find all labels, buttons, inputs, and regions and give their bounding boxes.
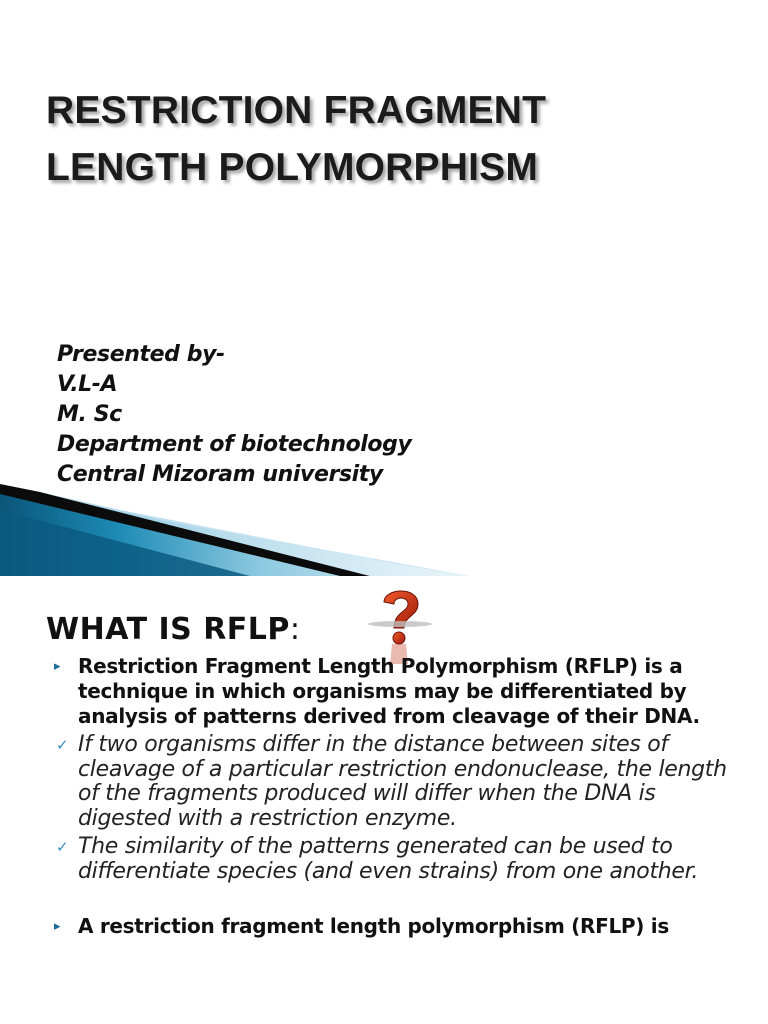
bullet-item bbox=[52, 914, 742, 939]
section-heading-colon: : bbox=[289, 612, 301, 647]
checkmark-bullet-icon: ✓ bbox=[56, 838, 69, 856]
slide-title-line-1: RESTRICTION FRAGMENT bbox=[46, 89, 547, 132]
arrow-bullet-icon: ▸ bbox=[54, 919, 61, 934]
sub-bullet-item bbox=[52, 835, 742, 884]
presenter-info bbox=[57, 340, 517, 490]
arrow-bullet-icon: ▸ bbox=[54, 659, 61, 674]
sub-bullet-text: If two organisms differ in the distance between sites of cleavage of a particular restriction endonuclease, the length of the fragments produced will differ when the DNA is digested with a restriction enzyme. bbox=[78, 732, 727, 831]
decorative-swoosh-graphic bbox=[0, 480, 768, 576]
bullet-text: Restriction Fragment Length Polymorphism (RFLP) is a technique in which organisms may be differentiated by analysis of patterns derived from cleavage of their DNA. bbox=[78, 654, 700, 728]
bullet-list bbox=[52, 654, 742, 939]
checkmark-bullet-icon: ✓ bbox=[56, 736, 69, 754]
content-slide bbox=[0, 576, 768, 1024]
presenter-degree: M. Sc bbox=[57, 402, 122, 427]
presenter-university: Central Mizoram university bbox=[57, 462, 383, 487]
bullet-text: A restriction fragment length polymorphism (RFLP) is bbox=[78, 914, 669, 938]
sub-bullet-item bbox=[52, 733, 742, 831]
slide-title bbox=[46, 82, 686, 196]
sub-bullet-text: The similarity of the patterns generated can be used to differentiate species (and even strains) from one another. bbox=[78, 834, 699, 884]
slide-title-line-2: LENGTH POLYMORPHISM bbox=[46, 146, 539, 189]
bullet-item bbox=[52, 654, 742, 729]
section-heading bbox=[46, 610, 301, 650]
section-heading-text: WHAT IS RFLP bbox=[46, 612, 290, 647]
presenter-department: Department of biotechnology bbox=[57, 432, 412, 457]
presenter-name: V.L-A bbox=[57, 372, 118, 397]
presenter-label: Presented by- bbox=[57, 342, 225, 367]
